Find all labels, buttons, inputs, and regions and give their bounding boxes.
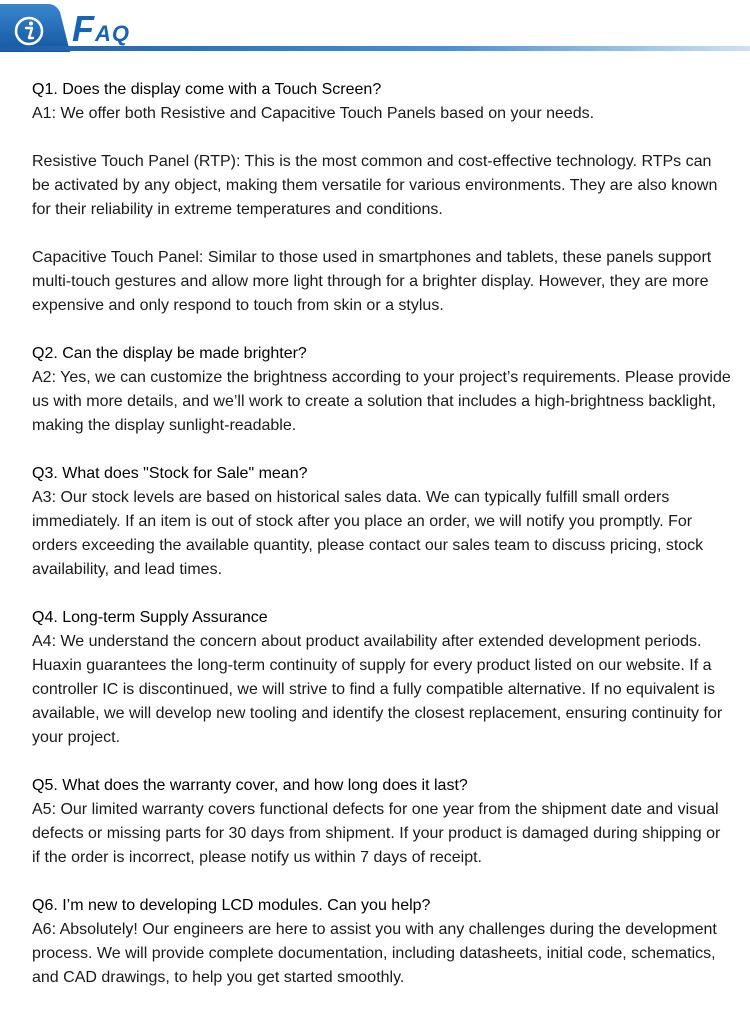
faq-item [32,462,732,582]
faq-question: Q2. Can the display be made brighter? [32,345,307,362]
faq-answer: A1: We offer both Resistive and Capacitive Touch Panels based on your needs. [32,105,595,122]
faq-header [0,0,750,60]
faq-question: Q6. I’m new to developing LCD modules. Can you help? [32,897,431,914]
faq-answer: A2: Yes, we can customize the brightness according to your project’s requirements. Please provide us with more details, and we’ll work to create a solution that includes a high-brightness backlight, making the display sunlight-readable. [32,369,731,434]
faq-answer: A4: We understand the concern about product availability after extended development periods. Huaxin guarantees the long-term continuity of supply for every product listed on our website. If a controller IC is discontinued, we will strive to find a fully compatible alternative. If no equivalent is available, we will develop new tooling and identify the closest replacement, ensuring continuity for your project. [32,633,723,746]
header-tab [0,4,70,52]
faq-item [32,774,732,870]
faq-item [32,78,732,318]
faq-answer-paragraph: Capacitive Touch Panel: Similar to those used in smartphones and tablets, these panels support multi-touch gestures and allow more light through for a brighter display. However, they are more expensive and only respond to touch from skin or a stylus. [32,249,712,314]
faq-answer: A5: Our limited warranty covers functional defects for one year from the shipment date and visual defects or missing parts for 30 days from shipment. If your product is damaged during shipping or if the order is incorrect, please notify us within 7 days of receipt. [32,801,721,866]
faq-answer-paragraph: Resistive Touch Panel (RTP): This is the most common and cost-effective technology. RTPs can be activated by any object, making them versatile for various environments. They are also known for their reliability in extreme temperatures and conditions. [32,153,718,218]
faq-item [32,606,732,750]
faq-answer: A3: Our stock levels are based on historical sales data. We can typically fulfill small orders immediately. If an item is out of stock after you place an order, we will notify you promptly. For orders exceeding the available quantity, please contact our sales team to discuss pricing, stock availability, and lead times. [32,489,704,578]
faq-answer: A6: Absolutely! Our engineers are here to assist you with any challenges during the development process. We will provide complete documentation, including datasheets, initial code, schematics, and CAD drawings, to help you get started smoothly. [32,921,717,986]
faq-question: Q4. Long-term Supply Assurance [32,609,268,626]
faq-list [32,78,732,1014]
title-initial: F [72,8,95,49]
faq-question: Q5. What does the warranty cover, and how long does it last? [32,777,468,794]
title-rest: AQ [95,21,130,46]
faq-item [32,894,732,990]
faq-item [32,342,732,438]
faq-question: Q3. What does "Stock for Sale" mean? [32,465,308,482]
page-title [72,8,130,50]
faq-question: Q1. Does the display come with a Touch Screen? [32,81,382,98]
